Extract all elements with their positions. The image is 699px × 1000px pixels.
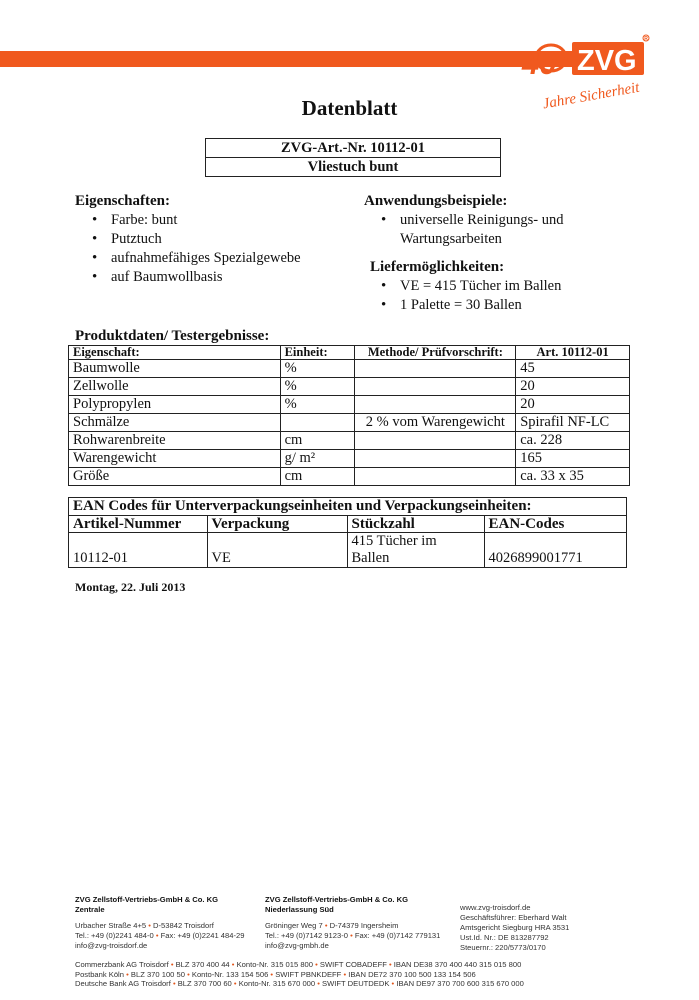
table-cell: Polypropylen: [69, 396, 281, 414]
bank-name: Commerzbank AG Troisdorf: [75, 960, 169, 969]
table-cell: [355, 450, 516, 468]
table-cell: %: [280, 360, 355, 378]
footer-company: ZVG Zellstoff-Vertriebs-GmbH & Co. KG: [265, 895, 409, 904]
table-cell: 10112-01: [69, 533, 207, 568]
properties-heading: Eigenschaften:: [75, 193, 170, 209]
bank-name: Deutsche Bank AG Troisdorf: [75, 979, 171, 989]
quantity-line: 415 Tücher im: [351, 533, 437, 549]
footer-ceo: Geschäftsführer: Eberhard Walt: [460, 913, 567, 922]
table-row: [69, 396, 630, 414]
table-cell: [347, 533, 484, 568]
bank-line: Postbank Köln • BLZ 370 100 50 • Konto-Nr. 133 154 506 • SWIFT PBNKDEFF • IBAN DE72 370 100 500 133 154 506: [75, 969, 476, 979]
bank-line: Commerzbank AG Troisdorf • BLZ 370 400 44 • Konto-Nr. 315 015 800 • SWIFT COBADEFF • IBAN DE38 370 400 440 315 015 800: [75, 960, 522, 969]
footer-mail: info@zvg-troisdorf.de: [75, 941, 148, 950]
table-row: [69, 533, 626, 568]
column-header: Methode/ Prüfvorschrift:: [355, 346, 516, 360]
article-box: [205, 138, 501, 177]
bank-iban: IBAN DE72 370 100 500 133 154 506: [348, 969, 476, 979]
table-cell: [355, 378, 516, 396]
table-header-row: [69, 346, 630, 360]
table-cell: Spirafil NF-LC: [516, 414, 630, 432]
footer-bank-details: [75, 960, 524, 989]
bank-account: Konto-Nr. 133 154 506: [191, 969, 269, 979]
footer-phone: Tel.: +49 (0)7142 9123-0: [265, 931, 348, 940]
table-cell: [355, 360, 516, 378]
applications-section: [364, 193, 564, 249]
applications-list: [378, 211, 564, 230]
table-cell: Schmälze: [69, 414, 281, 432]
footer-phone: Tel.: +49 (0)2241 484-0: [75, 931, 154, 940]
table-row: [69, 450, 630, 468]
bank-blz: BLZ 370 100 50: [130, 969, 185, 979]
bank-blz: BLZ 370 400 44: [175, 960, 230, 969]
footer-web: www.zvg-troisdorf.de: [460, 903, 531, 912]
bank-iban: IBAN DE38 370 400 440 315 015 800: [393, 960, 522, 969]
footer-fax: Fax: +49 (0)2241 484-29: [160, 931, 245, 940]
footer-vat: Ust.Id. Nr.: DE 813287792: [460, 933, 549, 942]
table-cell: 2 % vom Warengewicht: [355, 414, 516, 432]
svg-text:R: R: [644, 36, 648, 42]
ean-caption: EAN Codes für Unterverpackungseinheiten und Verpackungseinheiten:: [69, 498, 626, 516]
table-row: [69, 378, 630, 396]
footer-address: Gröninger Weg 7: [265, 921, 323, 930]
list-item: • auf Baumwollbasis: [89, 268, 301, 287]
column-header: Artikel-Nummer: [69, 516, 207, 533]
product-data-heading: Produktdaten/ Testergebnisse:: [75, 328, 270, 344]
list-item: • aufnahmefähiges Spezialgewebe: [89, 249, 301, 268]
footer-sub: Zentrale: [75, 905, 105, 914]
table-cell: [355, 468, 516, 486]
table-cell: %: [280, 378, 355, 396]
column-header: Verpackung: [207, 516, 347, 533]
bank-account: Konto-Nr. 315 670 000: [238, 979, 316, 989]
properties-section: [75, 193, 301, 287]
article-name: Vliestuch bunt: [307, 159, 399, 175]
table-cell: Größe: [69, 468, 281, 486]
bank-swift: SWIFT COBADEFF: [319, 960, 387, 969]
table-cell: Rohwarenbreite: [69, 432, 281, 450]
properties-list: [89, 211, 301, 287]
table-cell: [355, 432, 516, 450]
product-data-table: [68, 345, 630, 486]
footer-company: ZVG Zellstoff-Vertriebs-GmbH & Co. KG: [75, 895, 219, 904]
footer-address: Urbacher Straße 4+5: [75, 921, 147, 930]
bank-swift: SWIFT DEUTDEDK: [322, 979, 390, 989]
table-cell: 165: [516, 450, 630, 468]
table-cell: 4026899001771: [488, 550, 583, 566]
table-cell: Baumwolle: [69, 360, 281, 378]
ean-section: [68, 497, 627, 568]
applications-continuation: Wartungsarbeiten: [400, 231, 502, 247]
footer-tax: Steuernr.: 220/5773/0170: [460, 943, 546, 952]
column-header: Stückzahl: [347, 516, 484, 533]
list-item: • Farbe: bunt: [89, 211, 301, 230]
table-row: [69, 432, 630, 450]
header-color-band: [0, 51, 575, 67]
list-item: • VE = 415 Tücher im Ballen: [378, 277, 561, 296]
footer-city: D-53842 Troisdorf: [153, 921, 214, 930]
list-item: • 1 Palette = 30 Ballen: [378, 296, 561, 315]
bank-account: Konto-Nr. 315 015 800: [236, 960, 313, 969]
table-cell: 20: [516, 396, 630, 414]
footer-court: Amtsgericht Siegburg HRA 3531: [460, 923, 570, 932]
footer-fax: Fax: +49 (0)7142 779131: [354, 931, 441, 940]
logo-brand: ZVG: [577, 45, 637, 77]
footer-branch: ZVG Zellstoff-Vertriebs-GmbH & Co. KG Niederlassung Süd Gröninger Weg 7 • D-74379 Ingersheim Tel.: +49 (0)7142 9123-0 • Fax: +49 (0)7142 779131 info@zvg-gmbh.de: [265, 895, 455, 951]
table-cell: [280, 414, 355, 432]
delivery-section: [370, 259, 561, 315]
column-header: Einheit:: [280, 346, 355, 360]
logo-number: 40: [522, 46, 557, 81]
table-cell: 20: [516, 378, 630, 396]
applications-heading: Anwendungsbeispiele:: [364, 193, 508, 209]
table-cell: VE: [207, 533, 347, 568]
table-cell: 45: [516, 360, 630, 378]
table-cell: %: [280, 396, 355, 414]
bank-name: Postbank Köln: [75, 969, 124, 979]
page-title: Datenblatt: [301, 96, 398, 120]
table-header-row: [69, 516, 626, 533]
column-header: EAN-Codes: [484, 516, 626, 533]
column-header: Eigenschaft:: [69, 346, 281, 360]
table-row: [69, 468, 630, 486]
bank-blz: BLZ 370 700 60: [177, 979, 232, 989]
logo-tagline: Jahre Sicherheit: [541, 79, 641, 110]
list-item: • Putztuch: [89, 230, 301, 249]
footer-mail: info@zvg-gmbh.de: [265, 941, 329, 950]
article-number: ZVG-Art.-Nr. 10112-01: [206, 139, 500, 158]
table-cell: ca. 33 x 35: [516, 468, 630, 486]
footer-legal: [460, 903, 620, 953]
column-header: Art. 10112-01: [516, 346, 630, 360]
table-cell: Warengewicht: [69, 450, 281, 468]
table-row: [69, 360, 630, 378]
bank-swift: SWIFT PBNKDEFF: [275, 969, 342, 979]
footer-city: D-74379 Ingersheim: [329, 921, 399, 930]
table-cell: Zellwolle: [69, 378, 281, 396]
footer-headquarters: ZVG Zellstoff-Vertriebs-GmbH & Co. KG Zentrale Urbacher Straße 4+5 • D-53842 Troisdorf Tel.: +49 (0)2241 484-0 • Fax: +49 (0)2241 484-29 info@zvg-troisdorf.de: [75, 895, 265, 951]
table-cell: cm: [280, 468, 355, 486]
table-cell: g/ m²: [280, 450, 355, 468]
list-item: • universelle Reinigungs- und: [378, 211, 564, 230]
bank-iban: IBAN DE97 370 700 600 315 670 000: [396, 979, 524, 989]
table-row: [69, 414, 630, 432]
ean-table: [69, 516, 626, 567]
delivery-list: [378, 277, 561, 315]
table-cell: [355, 396, 516, 414]
table-cell: cm: [280, 432, 355, 450]
table-cell: ca. 228: [516, 432, 630, 450]
bank-line: Deutsche Bank AG Troisdorf • BLZ 370 700 60 • Konto-Nr. 315 670 000 • SWIFT DEUTDEDK • IBAN DE97 370 700 600 315 670 000: [75, 979, 524, 989]
document-date: Montag, 22. Juli 2013: [75, 580, 186, 594]
quantity-line: Ballen: [351, 550, 390, 566]
footer-sub: Niederlassung Süd: [265, 905, 334, 914]
delivery-heading: Liefermöglichkeiten:: [370, 259, 505, 275]
